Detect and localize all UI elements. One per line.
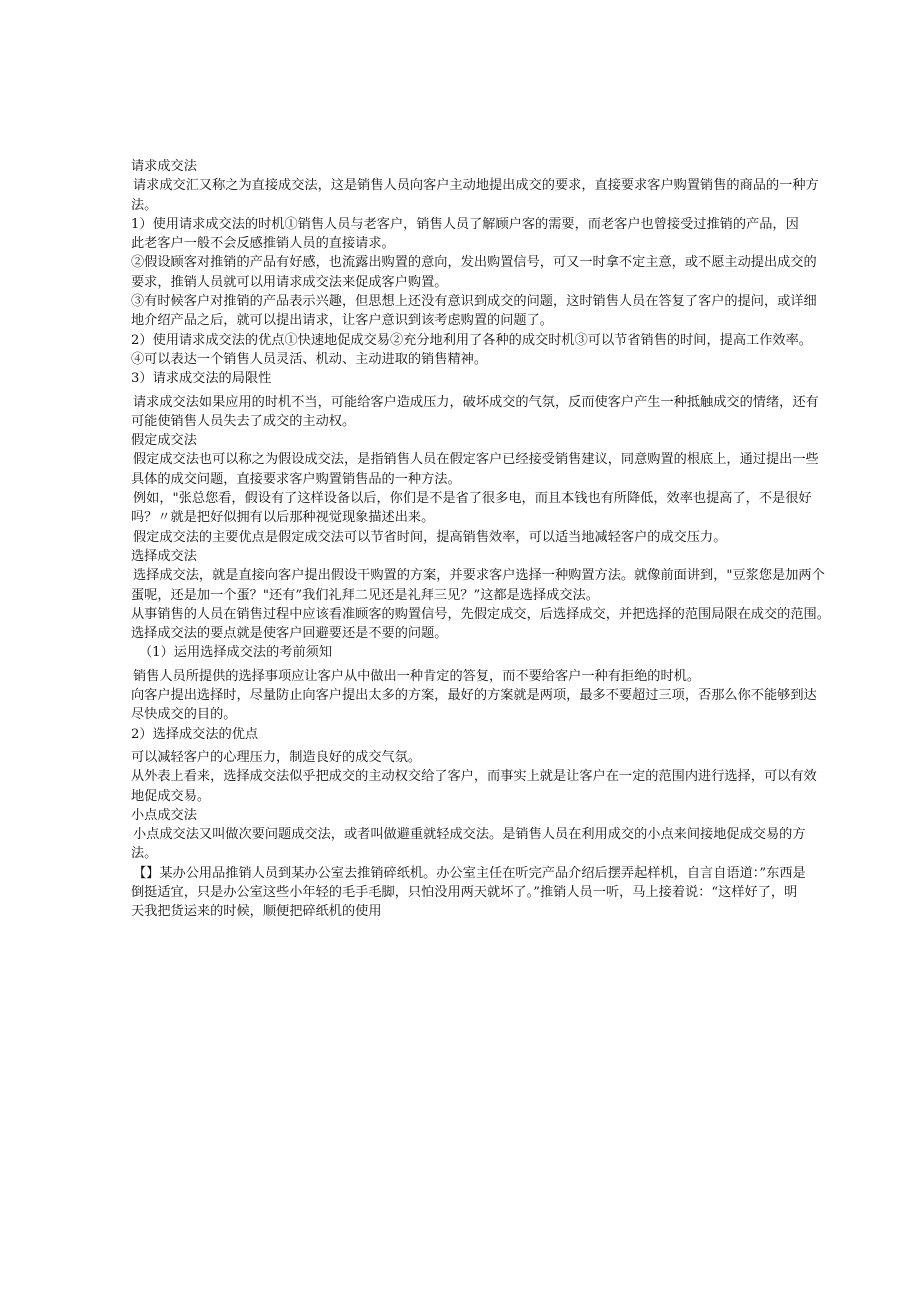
text-line: 小点成交法又叫做次要问题成交法，或者叫做避重就轻成交法。是销售人员在利用成交的小点来间接地促成交易的方 (133, 827, 806, 843)
text-line: 【】某办公用品推销人员到某办公室去推销碎纸机。办公室主任在听完产品介绍后摆弄起样机，自言自语道：”东西是 (133, 865, 806, 881)
text-line: 例如，"张总您看，假设有了这样设备以后，你们是不是省了很多电，而且本钱也有所降低，效率也提高了，不是很好 (133, 491, 812, 507)
text-line: 法。 (131, 197, 158, 213)
text-line: 小点成交法 (131, 807, 197, 823)
text-line: 法。 (131, 846, 158, 862)
text-line: 选择成交法 (131, 548, 197, 564)
text-line: 1）使用请求成交法的时机①销售人员与老客户，销售人员了解顾户客的需要，而老客户也曾接受过推销的产品，因 (131, 216, 799, 232)
text-line: 2）使用请求成交法的优点①快速地促成交易②充分地利用了各种的成交时机③可以节省销售的时间，提高工作效率。 (131, 332, 812, 348)
text-line: ④可以表达一个销售人员灵活、机动、主动进取的销售精神。 (131, 351, 488, 367)
text-line: 从事销售的人员在销售过程中应该看准顾客的购置信号，先假定成交，后选择成交，并把选择的范围局限在成交的范围。 (131, 606, 830, 622)
text-line: 假定成交法也可以称之为假设成交法，是指销售人员在假定客户已经接受销售建议，同意购置的根底上，通过提出一些 (133, 452, 819, 468)
text-line: 蛋呢，还是加一个蛋？"还有”我们礼拜二见还是礼拜三见？”这都是选择成交法。 (131, 587, 599, 603)
text-line: 从外表上看来，选择成交法似乎把成交的主动权交给了客户，而事实上就是让客户在一定的范围内进行选择，可以有效 (131, 769, 817, 785)
text-line: 可能使销售人员失去了成交的主动权。 (131, 413, 356, 429)
text-line: 2）选择成交法的优点 (131, 726, 259, 742)
text-line: 3）请求成交法的局限性 (131, 371, 272, 387)
document-body (131, 157, 876, 922)
text-line: 吗？〃就是把好似拥有以后那种视觉现象描述出来。 (131, 510, 435, 526)
text-line: 请求成交法 (131, 159, 197, 174)
text-line: 向客户提出选择时，尽量防止向客户提出太多的方案，最好的方案就是两项，最多不要超过三项，否那么你不能够到达 (131, 688, 817, 704)
text-line: 假定成交法 (131, 433, 197, 449)
text-line: 请求成交法如果应用的时机不当，可能给客户造成压力，破坏成交的气氛，反而使客户产生一种抵触成交的情绪，还有 (133, 394, 819, 410)
text-line: 选择成交法，就是直接向客户提出假设干购置的方案，并要求客户选择一种购置方法。就像前面讲到，"豆浆您是加两个 (133, 568, 825, 584)
text-line: 具体的成交问题，直接要求客户购置销售品的一种方法。 (131, 471, 461, 487)
text-line: 天我把货运来的时候，顺便把碎纸机的使用 (131, 904, 382, 920)
text-line: ②假设顾客对推销的产品有好感，也流露出购置的意向，发出购置信号，可又一时拿不定主意，或不愿主动提出成交的 (131, 255, 817, 271)
text-line: 尽快成交的目的。 (131, 707, 237, 723)
text-line: 要求，推销人员就可以用请求成交法来促成客户购置。 (131, 274, 448, 290)
text-line: 选择成交法的要点就是使客户回避要还是不要的问题。 (131, 626, 448, 642)
text-line: 此老客户一般不会反感推销人员的直接请求。 (131, 236, 395, 252)
text-line: ③有时候客户对推销的产品表示兴趣，但思想上还没有意识到成交的问题，这时销售人员在答复了客户的提问，或详细 (131, 294, 817, 310)
text-line: 地促成交易。 (131, 788, 211, 804)
text-line: 倒挺适宜，只是办公室这些小年轻的毛手毛脚，只怕没用两天就坏了。”推销人员一听，马上接着说：“这样好了，明 (131, 884, 798, 900)
text-line: 可以减轻客户的心理压力，制造良好的成交气氛。 (131, 749, 422, 765)
text-line: 销售人员所提供的选择事项应让客户从中做出一种肯定的答复，而不要给客户一种有拒绝的时机。 (133, 668, 701, 684)
text-line: 地介绍产品之后，就可以提出请求，让客户意识到该考虑购置的问题了。 (131, 313, 553, 329)
text-line: 假定成交法的主要优点是假定成交法可以节省时间，提高销售效率，可以适当地减轻客户的成交压力。 (133, 529, 727, 545)
text-line: 请求成交汇又称之为直接成交法，这是销售人员向客户主动地提出成交的要求，直接要求客户购置销售的商品的一种方 (133, 178, 819, 194)
text-line: （1）运用选择成交法的考前须知 (139, 645, 333, 661)
